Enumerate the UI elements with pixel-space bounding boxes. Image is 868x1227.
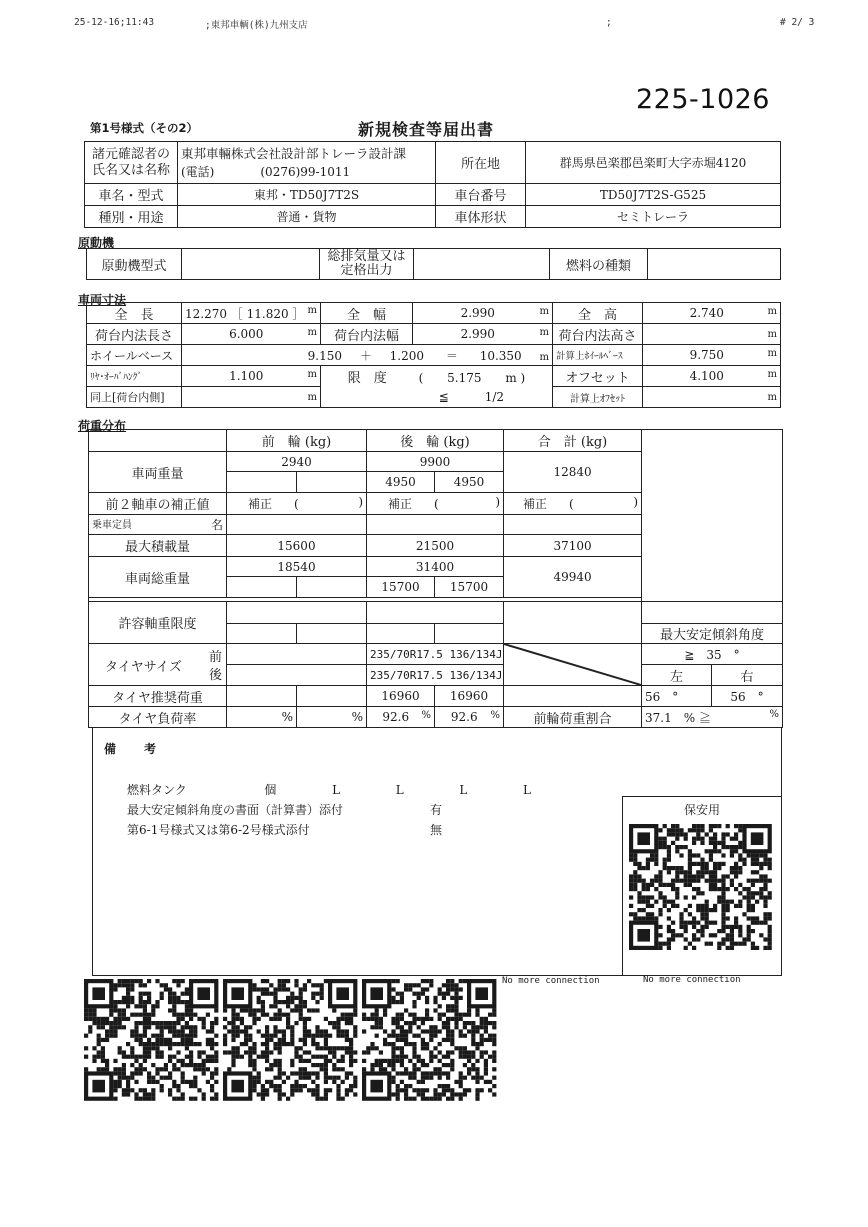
fax-page-number: # 2/ 3 <box>780 17 815 28</box>
capacity-label <box>89 515 227 535</box>
doc-attach-value: 有 <box>430 803 443 817</box>
dimensions-section-label: 車両寸法 <box>78 293 127 307</box>
calc-wheelbase-value <box>643 345 781 366</box>
capacity-label-text: 乗車定員 <box>92 520 132 531</box>
vehicle-weight-rear-1: 4950 <box>367 472 435 493</box>
tire-size-rear-rear: 235/70R17.5 136/134J <box>367 665 504 686</box>
unit-m: m <box>539 327 549 338</box>
tire-rec-front-2 <box>297 686 367 707</box>
gross-front: 18540 <box>227 557 367 577</box>
body-value: セミトレーラ <box>526 206 781 228</box>
dimensions-table <box>86 302 781 408</box>
security-qr-code <box>629 824 775 954</box>
vehicle-weight-rear: 9900 <box>367 452 504 472</box>
wheelbase-label: ホイールベース <box>87 345 182 366</box>
applicant-label <box>85 142 178 184</box>
axle-limit-label: 許容軸重限度 <box>89 602 227 644</box>
angle-blank <box>642 602 783 624</box>
width-label: 全 幅 <box>321 303 413 324</box>
address-label: 所在地 <box>436 142 526 184</box>
gross-rear-1: 15700 <box>367 577 435 598</box>
angle-right-label: 右 <box>712 665 783 686</box>
fax-datetime: 25-12-16;11:43 <box>74 17 155 28</box>
limit-value: 5.175 <box>447 370 482 385</box>
capacity-front <box>227 515 367 535</box>
document-title: 新規検査等届出書 <box>358 120 495 139</box>
bed-height-label: 荷台内法高さ <box>553 324 643 345</box>
max-angle-label: 最大安定傾斜角度 <box>642 624 783 644</box>
ratio-symbol: ≦ <box>438 389 449 404</box>
wheelbase-b: 1.200 <box>389 348 425 363</box>
capacity-rear <box>367 515 504 535</box>
paren-open: ( <box>294 497 299 511</box>
max-load-front: 15600 <box>227 535 367 557</box>
max-load-total: 37100 <box>504 535 642 557</box>
col-rear-header: 後 輪 (kg) <box>367 430 504 452</box>
fuel-tank-unit: 個 <box>264 783 277 797</box>
qr-finder-center <box>637 832 650 845</box>
height-label: 全 高 <box>553 303 643 324</box>
tire-ratio-rear-1-value: 92.6 <box>382 710 410 724</box>
gross-rear: 31400 <box>367 557 504 577</box>
front-ratio-number: 37.1 % <box>645 710 696 725</box>
fax-separator: ; <box>606 17 612 28</box>
bed-width-value <box>413 324 553 345</box>
tire-ratio-rear-2-value: 92.6 <box>450 710 478 724</box>
correction-label: 前２軸車の補正値 <box>89 493 227 515</box>
fax-sender: ;東邦車輌(株)九州支店 <box>205 20 308 31</box>
body-label: 車体形状 <box>436 206 526 228</box>
liter-unit: L <box>522 783 531 797</box>
vehicle-name-value: 東邦・TD50J7T2S <box>178 184 436 206</box>
front-ratio-compare: ≧ <box>698 710 711 725</box>
vehicle-name-label: 車名・型式 <box>85 184 178 206</box>
liter-unit: L <box>332 783 341 797</box>
bed-length-label: 荷台内法長さ <box>87 324 182 345</box>
engine-model-label: 原動機型式 <box>87 249 182 280</box>
capacity-unit: 名 <box>210 518 223 532</box>
qr-finder-center <box>370 987 383 1000</box>
limit-label: 限 度 <box>347 370 387 386</box>
chassis-label: 車台番号 <box>436 184 526 206</box>
engine-section-label: 原動機 <box>78 236 115 250</box>
liter-unit: L <box>395 783 404 797</box>
max-load-rear: 21500 <box>367 535 504 557</box>
axle-limit-rear-1 <box>367 624 435 644</box>
tire-size-label <box>89 644 227 686</box>
load-right-blank <box>642 430 783 602</box>
qr-finder-center <box>197 987 210 1000</box>
height-number: 2.740 <box>689 306 724 320</box>
displacement-label <box>320 249 414 280</box>
bed-width-number: 2.990 <box>460 327 495 341</box>
correction-total <box>504 493 642 515</box>
qr-finder-center <box>475 987 488 1000</box>
phone-label: (電話) <box>181 164 215 179</box>
doc-attach-line <box>127 801 343 818</box>
angle-left-value: 56 ° <box>642 686 712 707</box>
limit-close: m ) <box>505 370 526 385</box>
load-header-blank <box>89 430 227 452</box>
percent-sign: % <box>769 708 780 720</box>
tire-size-label-text: タイヤサイズ <box>105 660 182 675</box>
type-value: 普通・貨物 <box>178 206 436 228</box>
plus-sign: ＋ <box>359 348 372 363</box>
fuel-tank-label: 燃料タンク <box>127 783 187 797</box>
applicant-name: 東邦車輛株式会社設計部トレーラ設計課 <box>181 145 407 161</box>
security-qr-box <box>622 796 782 976</box>
qr-code-1 <box>84 979 220 1101</box>
angle-left-label: 左 <box>642 665 712 686</box>
unit-m: m <box>767 369 777 380</box>
bed-length-value <box>182 324 321 345</box>
bed-length-number: 6.000 <box>229 327 264 341</box>
vehicle-weight-front-1 <box>227 472 297 493</box>
length-label: 全 長 <box>87 303 182 324</box>
load-section-label: 荷重分布 <box>78 419 127 433</box>
liter-unit: L <box>459 783 468 797</box>
tire-size-front-front <box>227 644 367 665</box>
calc-wheelbase-number: 9.750 <box>689 348 724 362</box>
tire-rec-total <box>504 686 642 707</box>
diagonal-line <box>504 644 641 685</box>
bed-height-value <box>643 324 781 345</box>
vehicle-weight-label: 車両重量 <box>89 452 227 493</box>
displacement-value <box>414 249 550 280</box>
correction-front <box>227 493 367 515</box>
rear-overhang-value <box>182 366 321 387</box>
max-load-label: 最大積載量 <box>89 535 227 557</box>
tire-ratio-rear-2 <box>435 707 504 728</box>
diagonal-cell <box>504 644 642 686</box>
paren-close: ) <box>495 495 501 509</box>
qr-finder-center <box>231 987 244 1000</box>
unit-m: m <box>307 327 317 338</box>
col-total-header: 合 計 (kg) <box>504 430 642 452</box>
no-connection-note-2: No more connection <box>643 975 741 985</box>
axle-limit-front-1 <box>227 624 297 644</box>
tire-rec-rear-1: 16960 <box>367 686 435 707</box>
front-ratio-label: 前輪荷重割合 <box>504 707 642 728</box>
vehicle-weight-front: 2940 <box>227 452 367 472</box>
qr-finder-center <box>637 929 650 942</box>
same-inner-value <box>182 387 321 408</box>
axle-limit-rear-2 <box>435 624 504 644</box>
form-id: 第1号様式（その2） <box>90 121 199 135</box>
applicant-label-line1: 諸元確認者の <box>91 146 170 162</box>
fuel-label: 燃料の種類 <box>550 249 648 280</box>
applicant-table <box>84 141 781 228</box>
fuel-value <box>648 249 781 280</box>
unit-m: m <box>307 304 317 316</box>
vehicle-weight-total: 12840 <box>504 452 642 493</box>
chassis-value: TD50J7T2S-G525 <box>526 184 781 206</box>
unit-m: m <box>767 328 777 340</box>
form-attach-label: 第6-1号様式又は第6-2号様式添付 <box>127 823 310 837</box>
unit-m: m <box>767 306 777 317</box>
unit-m: m <box>539 306 549 317</box>
calc-wheelbase-label: 計算上ﾎｲｰﾙﾍﾞｰｽ <box>553 345 643 366</box>
ratio-cell <box>321 387 553 408</box>
qr-finder-center <box>231 1080 244 1093</box>
paren-close: ) <box>358 495 364 509</box>
qr-code-3 <box>362 979 498 1101</box>
wheelbase-a: 9.150 <box>307 348 342 363</box>
security-label: 保安用 <box>683 803 720 817</box>
fuel-tank-line <box>127 781 531 798</box>
unit-m: m <box>767 348 777 359</box>
gross-front-1 <box>227 577 297 598</box>
rear-overhang-label: ﾘﾔ･ｵｰﾊﾞﾊﾝｸﾞ <box>87 366 182 387</box>
rear-overhang-number: 1.100 <box>229 369 264 383</box>
remarks-title: 備 考 <box>104 742 165 756</box>
ratio-value: 1/2 <box>484 389 504 404</box>
gross-weight-label: 車両総重量 <box>89 557 227 598</box>
qr-finder-center <box>751 832 764 845</box>
gross-front-2 <box>297 577 367 598</box>
load-table <box>88 429 783 728</box>
front-ratio-value <box>642 707 783 728</box>
unit-m: m <box>307 391 317 403</box>
tire-size-front-rear <box>227 665 367 686</box>
engine-table <box>86 248 781 280</box>
doc-attach-label: 最大安定傾斜角度の書面（計算書）添付 <box>127 803 344 817</box>
unit-m: m <box>539 351 549 363</box>
tire-rear-label: 後 <box>208 668 222 683</box>
correction-text: 補正 <box>523 497 548 511</box>
document-number: 225-1026 <box>636 84 770 115</box>
unit-m: m <box>767 391 777 403</box>
tire-size-rear-front: 235/70R17.5 136/134J <box>367 644 504 665</box>
limit-open: ( <box>418 370 424 385</box>
axle-limit-rear <box>367 602 504 624</box>
offset-value <box>643 366 781 387</box>
applicant-label-line2: 氏名又は名称 <box>91 162 170 178</box>
same-inner-label: 同上[荷台内側] <box>87 387 182 408</box>
qr-code-2 <box>223 979 359 1101</box>
correction-text: 補正 <box>388 497 413 511</box>
wheelbase-value <box>182 345 553 366</box>
correction-text: 補正 <box>248 497 273 511</box>
displacement-label-line2: 定格出力 <box>340 263 393 278</box>
tire-ratio-label: タイヤ負荷率 <box>89 707 227 728</box>
percent-sign: % <box>421 710 432 721</box>
max-angle-requirement: ≧ 35 ° <box>642 644 783 665</box>
paren-close: ) <box>633 495 639 509</box>
tire-front-label: 前 <box>208 650 222 665</box>
length-number: 12.270 ［ 11.820 ］ <box>185 306 305 321</box>
tire-ratio-front-1: % <box>227 707 297 728</box>
wheelbase-total: 10.350 <box>479 348 522 363</box>
tire-rec-rear-2: 16960 <box>435 686 504 707</box>
percent-sign: % <box>490 710 501 721</box>
tire-ratio-rear-1 <box>367 707 435 728</box>
height-value <box>643 303 781 324</box>
tire-ratio-front-2: % <box>297 707 367 728</box>
axle-limit-total <box>504 602 642 644</box>
equals-sign: ＝ <box>445 348 458 363</box>
qr-finder-center <box>370 1080 383 1093</box>
length-value <box>182 303 321 324</box>
bed-width-label: 荷台内法幅 <box>321 324 413 345</box>
displacement-label-line1: 総排気量又は <box>327 249 406 264</box>
axle-limit-front-2 <box>297 624 367 644</box>
engine-model-value <box>182 249 320 280</box>
type-label: 種別・用途 <box>85 206 178 228</box>
paren-open: ( <box>434 497 439 511</box>
axle-limit-front <box>227 602 367 624</box>
qr-modules <box>629 824 772 950</box>
gross-rear-2: 15700 <box>435 577 504 598</box>
limit-cell <box>321 366 553 387</box>
gross-total: 49940 <box>504 557 642 598</box>
paren-open: ( <box>569 497 574 511</box>
col-front-header: 前 輪 (kg) <box>227 430 367 452</box>
vehicle-weight-rear-2: 4950 <box>435 472 504 493</box>
qr-finder-center <box>92 987 105 1000</box>
correction-rear <box>367 493 504 515</box>
width-number: 2.990 <box>460 306 495 320</box>
form-attach-value: 無 <box>430 823 443 837</box>
no-connection-note-1: No more connection <box>502 976 600 986</box>
capacity-total <box>504 515 642 535</box>
qr-finder-center <box>92 1080 105 1093</box>
calc-offset-value <box>643 387 781 408</box>
offset-label: オフセット <box>553 366 643 387</box>
qr-finder-center <box>336 987 349 1000</box>
calc-offset-label: 計算上ｵﾌｾｯﾄ <box>553 387 643 408</box>
tire-rec-front-1 <box>227 686 297 707</box>
vehicle-weight-front-2 <box>297 472 367 493</box>
unit-m: m <box>307 369 317 380</box>
width-value <box>413 303 553 324</box>
address-value: 群馬県邑楽郡邑楽町大字赤堀4120 <box>526 142 781 184</box>
applicant-value <box>178 142 436 184</box>
angle-right-value: 56 ° <box>712 686 783 707</box>
offset-number: 4.100 <box>689 369 724 383</box>
phone-number: (0276)99-1011 <box>260 164 351 179</box>
tire-rec-label: タイヤ推奨荷重 <box>89 686 227 707</box>
